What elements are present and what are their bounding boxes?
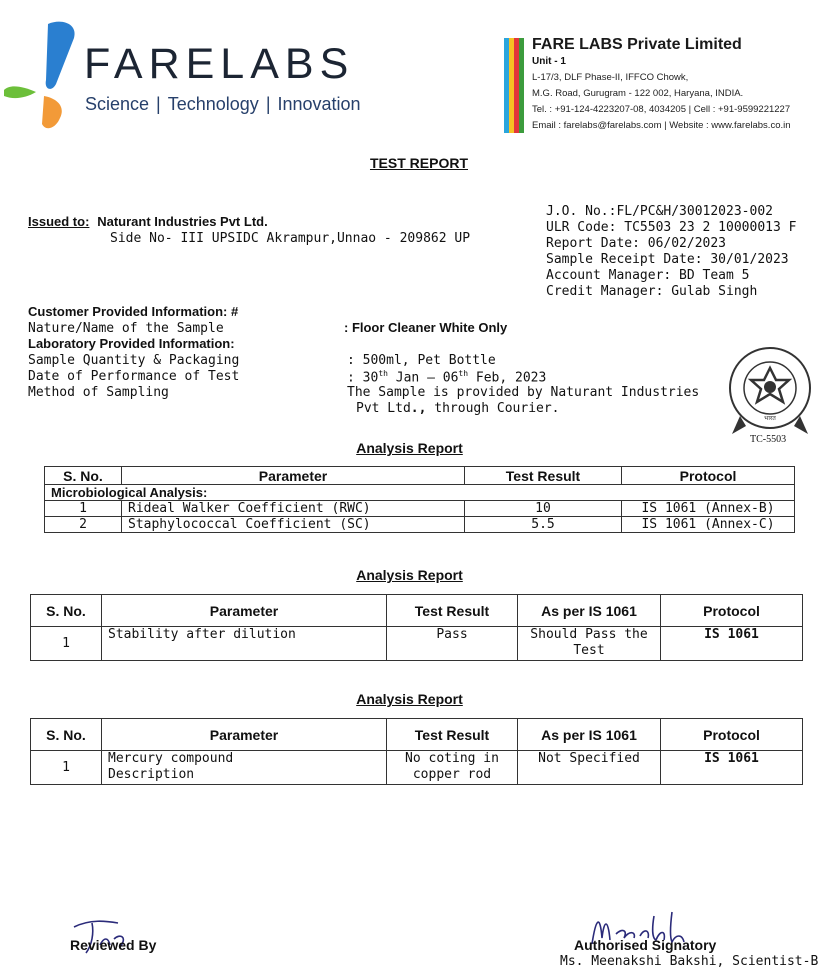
accreditation-seal bbox=[722, 344, 818, 444]
group-heading: Microbiological Analysis: bbox=[45, 485, 795, 501]
report-date: Report Date: 06/02/2023 bbox=[546, 236, 727, 251]
quantity-value: : 500ml, Pet Bottle bbox=[347, 353, 496, 368]
cell-sno: 1 bbox=[45, 501, 122, 517]
col-protocol: Protocol bbox=[661, 719, 803, 751]
nature-label: Nature/Name of the Sample bbox=[28, 321, 224, 336]
col-test-result: Test Result bbox=[387, 595, 518, 627]
company-color-bar bbox=[504, 38, 524, 133]
cell-sno: 1 bbox=[31, 627, 102, 661]
customer-info-heading: Customer Provided Information: # bbox=[28, 304, 239, 319]
issued-to-label: Issued to: bbox=[28, 214, 90, 229]
analysis-report-title-2: Analysis Report bbox=[356, 567, 463, 583]
col-sno: S. No. bbox=[31, 719, 102, 751]
quantity-label: Sample Quantity & Packaging bbox=[28, 353, 240, 368]
reviewed-by-label: Reviewed By bbox=[70, 937, 157, 953]
cell-result: No coting in copper rod bbox=[387, 751, 518, 785]
col-spec: As per IS 1061 bbox=[518, 719, 661, 751]
brand-name: FARELABS bbox=[84, 40, 355, 88]
issued-to-address: Side No- III UPSIDC Akrampur,Unnao - 209862 UP bbox=[110, 231, 471, 246]
table-row bbox=[31, 751, 803, 785]
col-test-result: Test Result bbox=[387, 719, 518, 751]
credit-manager: Credit Manager: Gulab Singh bbox=[546, 284, 758, 299]
brand-tagline: Science | Technology | Innovation bbox=[85, 94, 361, 114]
col-parameter: Parameter bbox=[102, 595, 387, 627]
report-title: TEST REPORT bbox=[369, 155, 468, 171]
cell-spec: Should Pass the Test bbox=[518, 627, 661, 661]
logo-mark-icon bbox=[0, 14, 90, 138]
nabl-seal-icon bbox=[722, 344, 818, 444]
jo-number: J.O. No.:FL/PC&H/30012023-002 bbox=[546, 204, 773, 219]
company-phone: Tel. : +91-124-4223207-08, 4034205 | Cell : +91-9599221227 bbox=[532, 104, 791, 115]
company-web: Email : farelabs@farelabs.com | Website : www.farelabs.co.in bbox=[532, 120, 791, 131]
cell-parameter: Stability after dilution bbox=[102, 627, 387, 661]
ulr-code: ULR Code: TC5503 23 2 10000013 F bbox=[546, 220, 797, 235]
issued-to-name: Naturant Industries Pvt Ltd. bbox=[97, 214, 268, 229]
cell-parameter: Staphylococcal Coefficient (SC) bbox=[122, 517, 465, 533]
cell-result: 5.5 bbox=[465, 517, 622, 533]
table-row bbox=[45, 517, 795, 533]
col-spec: As per IS 1061 bbox=[518, 595, 661, 627]
sample-receipt-date: Sample Receipt Date: 30/01/2023 bbox=[546, 252, 789, 267]
col-protocol: Protocol bbox=[661, 595, 803, 627]
account-manager: Account Manager: BD Team 5 bbox=[546, 268, 750, 283]
analysis-table-3 bbox=[30, 718, 803, 785]
cell-protocol: IS 1061 (Annex-B) bbox=[622, 501, 795, 517]
performance-date-label: Date of Performance of Test bbox=[28, 369, 240, 384]
company-address-2: M.G. Road, Gurugram - 122 002, Haryana, INDIA. bbox=[532, 88, 744, 99]
col-parameter: Parameter bbox=[102, 719, 387, 751]
col-parameter: Parameter bbox=[122, 467, 465, 485]
table-row bbox=[45, 501, 795, 517]
analysis-report-title-1: Analysis Report bbox=[356, 440, 463, 456]
lab-info-heading: Laboratory Provided Information: bbox=[28, 336, 235, 351]
col-test-result: Test Result bbox=[465, 467, 622, 485]
svg-text:भारत: भारत bbox=[764, 415, 776, 422]
authorised-signatory-label: Authorised Signatory bbox=[574, 937, 717, 953]
cell-result: Pass bbox=[387, 627, 518, 661]
sampling-method-label: Method of Sampling bbox=[28, 385, 169, 400]
cell-parameter: Mercury compound Description bbox=[102, 751, 387, 785]
cell-protocol: IS 1061 (Annex-C) bbox=[622, 517, 795, 533]
cell-protocol: IS 1061 bbox=[661, 751, 803, 785]
cell-spec: Not Specified bbox=[518, 751, 661, 785]
cell-protocol: IS 1061 bbox=[661, 627, 803, 661]
company-address-1: L-17/3, DLF Phase-II, IFFCO Chowk, bbox=[532, 72, 689, 83]
sampling-method-value-2: Pvt Ltd., through Courier. bbox=[356, 401, 560, 416]
analysis-table-1 bbox=[44, 466, 795, 533]
sampling-method-value-1: The Sample is provided by Naturant Industries bbox=[347, 385, 700, 400]
company-unit: Unit - 1 bbox=[532, 56, 566, 67]
performance-date-value: : 30th Jan – 06th Feb, 2023 bbox=[347, 369, 547, 386]
cell-sno: 2 bbox=[45, 517, 122, 533]
col-sno: S. No. bbox=[45, 467, 122, 485]
cell-sno: 1 bbox=[31, 751, 102, 785]
col-sno: S. No. bbox=[31, 595, 102, 627]
signatory-name: Ms. Meenakshi Bakshi, Scientist-B bbox=[560, 954, 819, 969]
cell-parameter: Rideal Walker Coefficient (RWC) bbox=[122, 501, 465, 517]
seal-code: TC-5503 bbox=[750, 434, 787, 445]
company-name: FARE LABS Private Limited bbox=[532, 36, 742, 53]
nature-value: : Floor Cleaner White Only bbox=[344, 320, 508, 335]
analysis-report-title-3: Analysis Report bbox=[356, 691, 463, 707]
col-protocol: Protocol bbox=[622, 467, 795, 485]
cell-result: 10 bbox=[465, 501, 622, 517]
table-row bbox=[31, 627, 803, 661]
issued-to bbox=[28, 214, 268, 230]
analysis-table-2 bbox=[30, 594, 803, 661]
